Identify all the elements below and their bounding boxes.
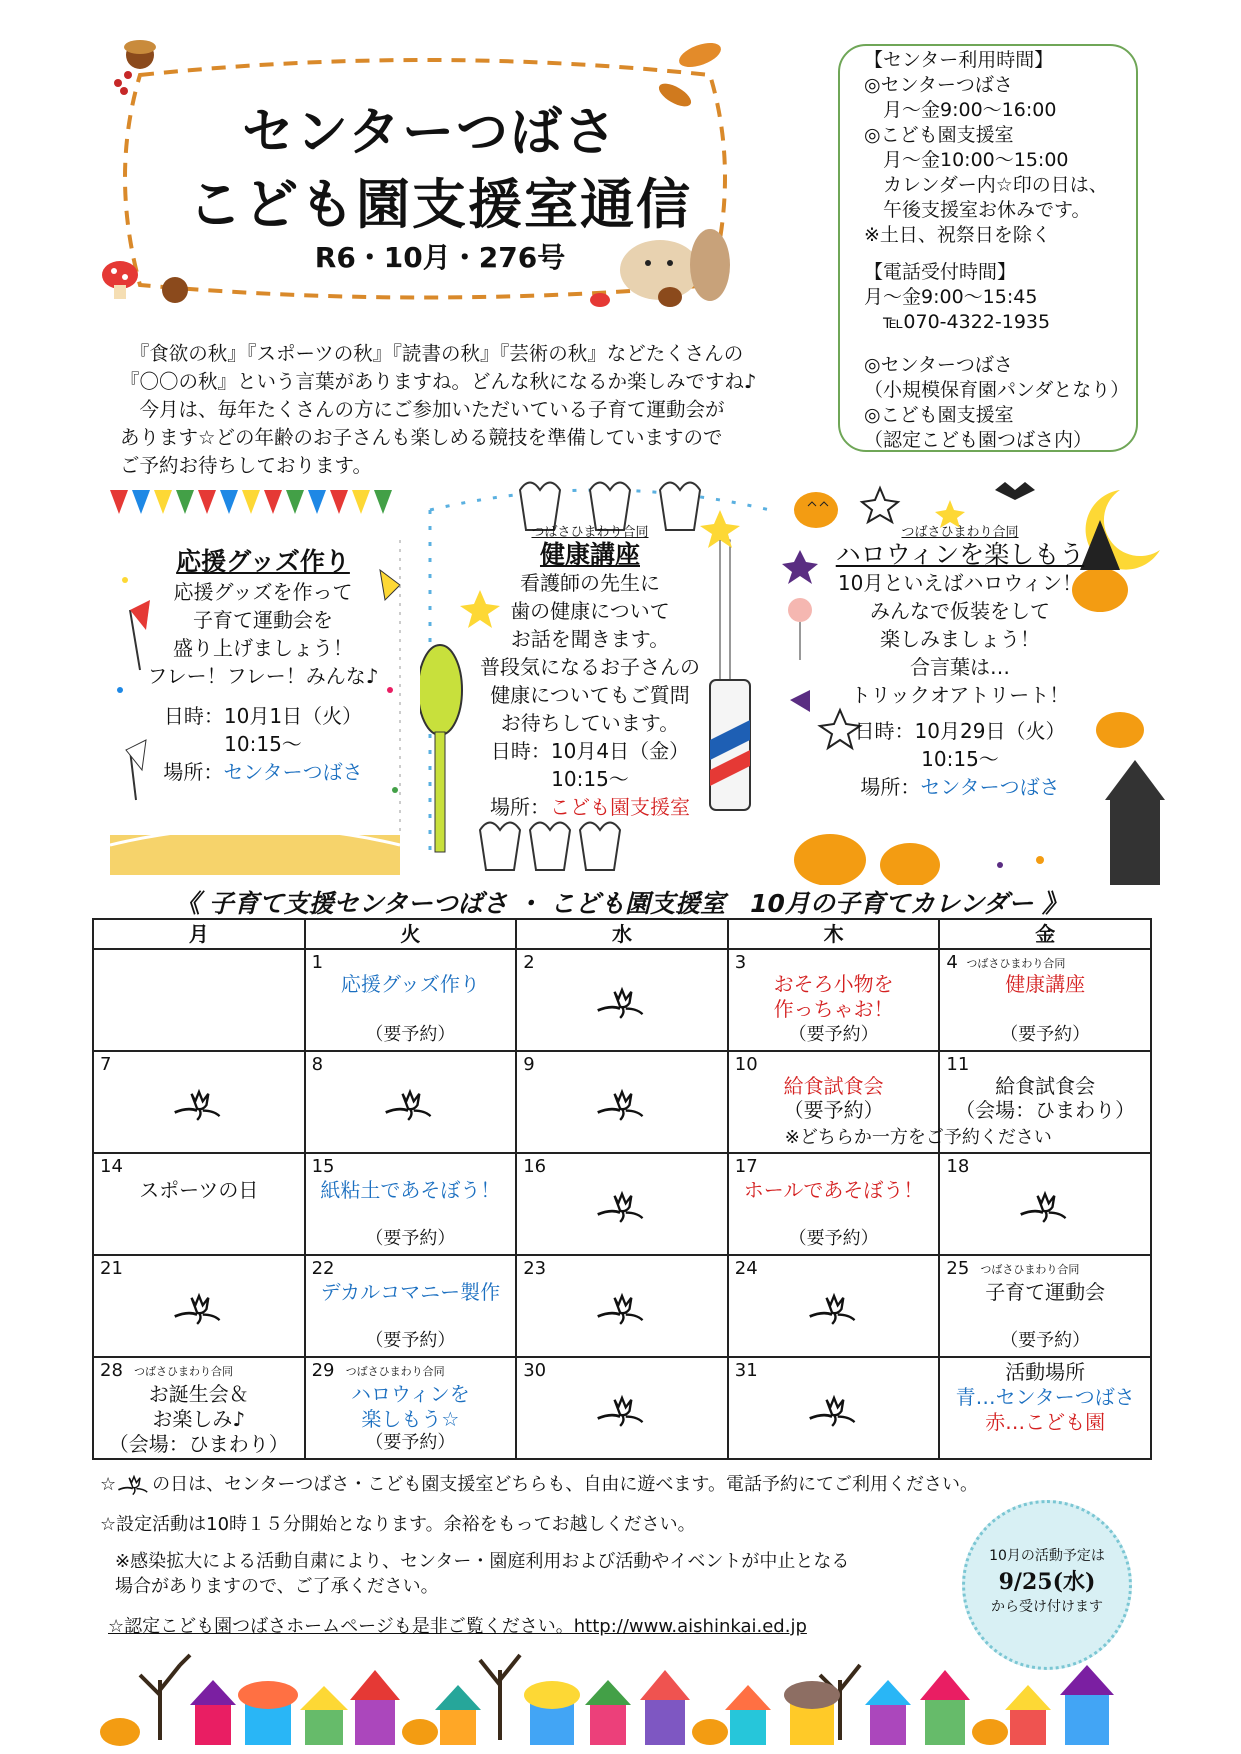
- day-event: 給食試食会: [783, 1074, 884, 1098]
- event-body: 10月といえばハロウィン！: [837, 571, 1083, 595]
- day-event-line: おそろ小物を: [773, 972, 894, 996]
- calendar-cell-7: [93, 1051, 305, 1153]
- free-play-flower-icon: [806, 1292, 862, 1326]
- calendar-cell-28: [93, 1357, 305, 1459]
- event-place-label: 場所：: [860, 775, 921, 799]
- note-cancellation-2: 場合がありますので、ご了承ください。: [115, 1576, 439, 1597]
- day-event: [94, 1382, 304, 1457]
- info-line: 月～金9:00～15:45: [864, 286, 1038, 308]
- intro-line: 今月は、毎年たくさんの方にご参加いただいている子育て運動会が: [120, 398, 725, 421]
- info-line: 月～金10:00～15:00: [864, 149, 1069, 171]
- calendar-cell-4: [939, 949, 1151, 1051]
- reservation-note: （要予約）: [1000, 1024, 1091, 1045]
- note-free-play: [100, 1470, 978, 1496]
- day-event: 給食試食会: [995, 1074, 1096, 1098]
- day-number: 21: [100, 1258, 123, 1279]
- event-health-lecture: [460, 525, 720, 821]
- event-title: 健康講座: [539, 540, 640, 569]
- info-line: カレンダー内☆印の日は、: [864, 174, 1108, 196]
- day-number: 10: [734, 1054, 758, 1075]
- october-calendar: [92, 918, 1152, 1460]
- legend-title: 活動場所: [1005, 1360, 1086, 1384]
- calendar-cell-15: [305, 1153, 517, 1255]
- day-event-line: ハロウィンを: [350, 1382, 470, 1406]
- either-one-note: ※どちらか一方をご予約ください: [784, 1127, 1052, 1148]
- info-line: ◎こども園支援室: [864, 404, 1014, 426]
- joint-label: つばさひまわり合同: [134, 1365, 233, 1378]
- info-line: （認定こども園つばさ内）: [864, 429, 1093, 451]
- event-place: こども園支援室: [550, 795, 690, 819]
- calendar-cell-14: [93, 1153, 305, 1255]
- day-number: 17: [734, 1156, 758, 1177]
- day-number: 24: [734, 1258, 758, 1279]
- weekday-header: 火: [305, 919, 517, 949]
- info-line: 【センター利用時間】: [864, 49, 1054, 71]
- free-play-flower-icon: [171, 1292, 227, 1326]
- info-line: 午後支援室お休みです。: [864, 199, 1091, 221]
- reservation-note: （要予約）: [365, 1228, 456, 1249]
- event-body: 盛り上げましょう！: [173, 636, 353, 660]
- reservation-note: （要予約）: [1000, 1330, 1091, 1351]
- newsletter-title-line1: センターつばさ: [242, 103, 618, 163]
- hours-info-box: [838, 44, 1138, 452]
- day-number: 8: [311, 1054, 324, 1075]
- calendar-cell-9: [516, 1051, 728, 1153]
- event-body: 子育て運動会を: [193, 608, 333, 632]
- joint-label: つばさひまわり合同: [966, 957, 1066, 970]
- day-number: 11: [946, 1054, 970, 1075]
- weekday-header: 水: [516, 919, 728, 949]
- event-time: 10:15～: [551, 767, 629, 791]
- event-place-label: 場所：: [163, 760, 224, 784]
- reservation-note: （要予約）: [365, 1432, 456, 1453]
- event-body: 合言葉は…: [910, 655, 1010, 679]
- intro-line: 『〇〇の秋』という言葉がありますね。どんな秋になるか楽しみですね♪: [120, 370, 757, 393]
- event-joint-label: つばさひまわり合同: [901, 525, 1019, 540]
- free-play-flower-icon: [171, 1088, 227, 1122]
- day-number: 4: [946, 952, 958, 973]
- calendar-cell-23: [516, 1255, 728, 1357]
- event-body: みんなで仮装をして: [870, 599, 1050, 623]
- day-event: [729, 972, 939, 1022]
- day-event-line: 楽しもう☆: [361, 1407, 460, 1431]
- day-event-line: お楽しみ♪: [152, 1407, 246, 1431]
- joint-label: つばさひまわり合同: [980, 1263, 1080, 1276]
- event-time: 10:15～: [224, 732, 302, 756]
- day-event: [306, 1382, 516, 1432]
- intro-line: ご予約お待ちしております。: [120, 454, 372, 477]
- intro-text: [120, 340, 800, 480]
- issue-number: R6・10月・276号: [314, 241, 566, 274]
- day-number: 18: [946, 1156, 970, 1177]
- info-line: 【電話受付時間】: [864, 261, 1017, 283]
- day-number: 7: [100, 1054, 112, 1075]
- day-event: スポーツの日: [139, 1178, 259, 1202]
- event-place: センターつばさ: [223, 760, 363, 784]
- info-line: ※土日、祝祭日を除く: [864, 224, 1051, 246]
- joint-label: つばさひまわり合同: [345, 1365, 445, 1378]
- event-joint-label: つばさひまわり合同: [531, 525, 649, 540]
- event-body: 応援グッズを作って: [173, 580, 353, 604]
- reservation-note: （要予約）: [783, 1098, 884, 1122]
- event-body: 健康についてもご質問: [490, 683, 690, 707]
- info-line: ◎こども園支援室: [864, 124, 1014, 146]
- event-place-label: 場所：: [490, 795, 550, 819]
- free-play-flower-icon: [594, 986, 650, 1020]
- day-event-line: 作っちゃお！: [773, 997, 894, 1021]
- day-event: 健康講座: [1005, 972, 1086, 996]
- calendar-cell-17: [728, 1153, 940, 1255]
- legend: [940, 1360, 1150, 1435]
- event-body: 看護師の先生に: [520, 571, 660, 595]
- note-cancellation: ※感染拡大による活動自粛により、センター・園庭利用および活動やイベントが中止となる: [115, 1551, 850, 1572]
- day-number: 9: [523, 1054, 535, 1075]
- day-number: 28: [100, 1360, 123, 1381]
- day-number: 15: [311, 1156, 335, 1177]
- note-text: の日は、センターつばさ・こども園支援室どちらも、自由に遊べます。電話予約にてご利用ください。: [152, 1474, 978, 1495]
- weekday-header: 月: [93, 919, 305, 949]
- day-number: 16: [523, 1156, 547, 1177]
- event-body: お話を聞きます。: [510, 627, 670, 651]
- event-date: 日時：10月4日（金）: [490, 739, 690, 763]
- info-line: （小規模保育園パンダとなり）: [864, 379, 1130, 401]
- note-star: ☆: [100, 1474, 117, 1495]
- intro-line: 『食欲の秋』『スポーツの秋』『読書の秋』『芸術の秋』などたくさんの: [120, 342, 744, 365]
- calendar-cell-2: [516, 949, 728, 1051]
- legend-red: 赤…こども園: [985, 1410, 1106, 1434]
- event-body: フレー！フレー！みんな♪: [147, 664, 379, 688]
- day-event: 子育て運動会: [985, 1280, 1106, 1304]
- day-number: 30: [523, 1360, 547, 1381]
- venue-note: （会場：ひまわり）: [955, 1098, 1136, 1122]
- event-halloween: [810, 525, 1110, 801]
- info-line: ◎センターつばさ: [864, 74, 1013, 96]
- free-play-flower-icon: [594, 1190, 650, 1224]
- note-start-time: ☆設定活動は10時１５分開始となります。余裕をもってお越しください。: [100, 1514, 696, 1535]
- legend-blue: 青…センターつばさ: [955, 1385, 1135, 1409]
- free-play-flower-icon: [116, 1474, 152, 1496]
- day-event: ホールであそぼう！: [743, 1178, 924, 1202]
- day-number: 25: [946, 1258, 970, 1279]
- event-cheer-goods: [118, 548, 408, 786]
- calendar-cell-21: [93, 1255, 305, 1357]
- free-play-flower-icon: [1017, 1190, 1073, 1224]
- free-play-flower-icon: [594, 1394, 650, 1428]
- footer-houses-decoration: [100, 1640, 1140, 1750]
- calendar-cell-8: [305, 1051, 517, 1153]
- venue-note: （会場：ひまわり）: [108, 1432, 289, 1456]
- free-play-flower-icon: [806, 1394, 862, 1428]
- newsletter-title-line2: こども園支援室通信: [188, 173, 692, 236]
- event-body: 普段気になるお子さんの: [480, 655, 700, 679]
- event-title: 応援グッズ作り: [176, 547, 350, 576]
- event-body: トリックオアトリート！: [850, 683, 1070, 707]
- day-event: 紙粘土であそぼう！: [320, 1178, 501, 1202]
- weekday-header: 木: [728, 919, 940, 949]
- info-line: ◎センターつばさ: [864, 354, 1013, 376]
- calendar-cell-1: [305, 949, 517, 1051]
- badge-line: から受け付けます: [991, 1599, 1103, 1615]
- event-place: センターつばさ: [920, 775, 1060, 799]
- info-line: [864, 335, 1126, 353]
- calendar-cell-24: [728, 1255, 940, 1357]
- free-play-flower-icon: [594, 1292, 650, 1326]
- day-number: 22: [311, 1258, 335, 1279]
- calendar-cell-22: [305, 1255, 517, 1357]
- event-time: 10:15～: [921, 747, 999, 771]
- calendar-legend-cell: [939, 1357, 1151, 1459]
- calendar-cell-11: [939, 1051, 1151, 1153]
- calendar-heading: 《 子育て支援センターつばさ ・ こども園支援室 10月の子育てカレンダー 》: [175, 889, 1067, 918]
- day-number: 2: [523, 952, 535, 973]
- event-body: 歯の健康について: [510, 599, 670, 623]
- note-homepage-link[interactable]: ☆認定こども園つばさホームページも是非ご覧ください。http://www.aishinkai.ed.jp: [108, 1616, 807, 1637]
- day-number: 23: [523, 1258, 547, 1279]
- calendar-cell-3: [728, 949, 940, 1051]
- reservation-note: （要予約）: [365, 1024, 456, 1045]
- day-number: 14: [100, 1156, 123, 1177]
- calendar-cell-29: [305, 1357, 517, 1459]
- reservation-note: （要予約）: [365, 1330, 456, 1351]
- day-number: 31: [734, 1360, 758, 1381]
- info-line: ℡070-4322-1935: [864, 311, 1051, 333]
- day-number: 3: [734, 952, 747, 973]
- info-line: 月～金9:00～16:00: [864, 99, 1057, 121]
- weekday-header: 金: [939, 919, 1151, 949]
- info-line: [864, 248, 1126, 260]
- day-number: 29: [311, 1360, 335, 1381]
- calendar-cell-empty: [93, 949, 305, 1051]
- calendar-cell-18: [939, 1153, 1151, 1255]
- reservation-note: （要予約）: [788, 1024, 879, 1045]
- badge-date: 9/25(水): [998, 1569, 1096, 1595]
- event-title: ハロウィンを楽しもう: [835, 540, 1085, 569]
- free-play-flower-icon: [382, 1088, 438, 1122]
- calendar-cell-16: [516, 1153, 728, 1255]
- free-play-flower-icon: [594, 1088, 650, 1122]
- event-date: 日時：10月1日（火）: [163, 704, 363, 728]
- event-body: 楽しみましょう！: [880, 627, 1040, 651]
- day-event-line: お誕生会＆: [148, 1382, 249, 1406]
- intro-line: あります☆どの年齢のお子さんも楽しめる競技を準備していますので: [120, 426, 723, 449]
- day-number: 1: [311, 952, 324, 973]
- event-body: お待ちしています。: [500, 711, 680, 735]
- badge-line: 10月の活動予定は: [989, 1548, 1105, 1564]
- day-event: デカルコマニー製作: [320, 1280, 501, 1304]
- day-event: 応援グッズ作り: [340, 972, 480, 996]
- calendar-cell-30: [516, 1357, 728, 1459]
- reservation-note: （要予約）: [788, 1228, 879, 1249]
- event-date: 日時：10月29日（火）: [854, 719, 1066, 743]
- calendar-cell-31: [728, 1357, 940, 1459]
- calendar-cell-25: [939, 1255, 1151, 1357]
